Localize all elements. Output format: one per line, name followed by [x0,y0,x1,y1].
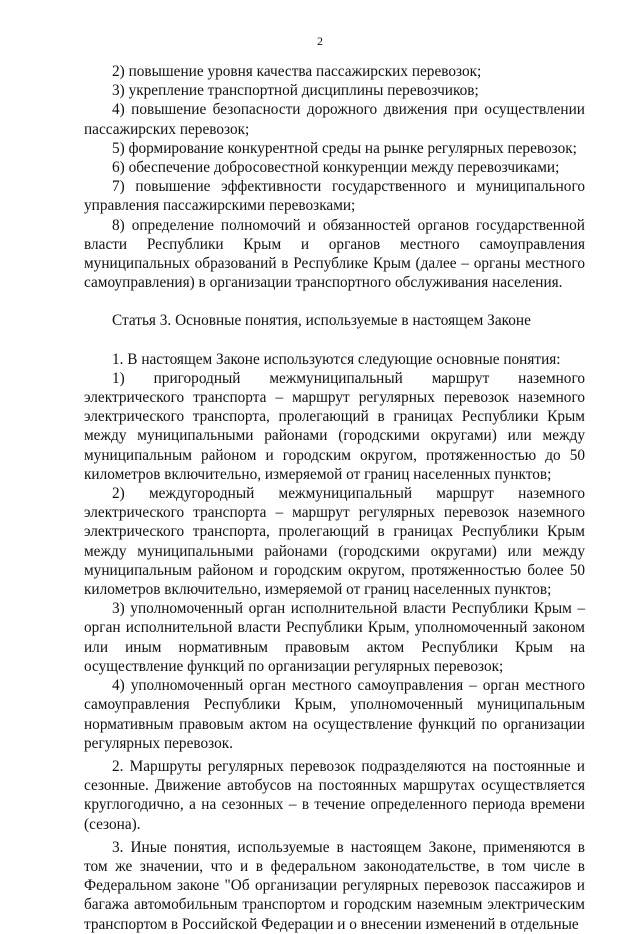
page-number: 2 [317,34,323,48]
article-intro: 1. В настоящем Законе используются следующие основные понятия: [112,350,561,368]
definition-3: 3) уполномоченный орган исполнительной власти Республики Крым – орган исполнительной власти Республики Крым, уполномоченный законом или иным нормативным правовым актом Республики Крым на осуществление функций по организации регулярных перевозок; [84,600,585,675]
list-item-goal-8: 8) определение полномочий и обязанностей органов государственной власти Республики Крым и органов местного самоуправления муниципальных образований в Республике Крым (далее – органы местного самоуправления) в организации транспортного обслуживания населения. [84,216,585,292]
definition-2: 2) междугородный межмуниципальный маршрут наземного электрического транспорта – маршрут регулярных перевозок наземного электрического транспорта, пролегающий в границах Республики Крым между муниципальными районами (городскими округами) или между муниципальным районом и городским округом, протяженностью более 50 километров включительно, измеряемой от границ населенных пунктов; [84,485,585,599]
article-point-3: 3. Иные понятия, используемые в настоящем Законе, применяются в том же значении, что и в федеральном законодательстве, в том числе в Федеральном законе "Об организации регулярных перевозок пассажиров и багажа автомобильным транспортом и городским наземным электрическим транспортом в Российской Федерации и о внесении изменений в отдельные [84,838,585,933]
list-item-goal-5: 5) формирование конкурентной среды на рынке регулярных перевозок; [112,139,577,157]
list-item-goal-2: 2) повышение уровня качества пассажирских перевозок; [112,63,482,80]
list-item-goal-6: 6) обеспечение добросовестной конкуренции между перевозчиками; [112,159,560,177]
article-point-2: 2. Маршруты регулярных перевозок подразделяются на постоянные и сезонные. Движение автобусов на постоянных маршрутах осуществляется круглогодично, а на сезонных – в течение определенного периода времени (сезона). [84,757,585,833]
list-item-goal-4: 4) повышение безопасности дорожного движения при осуществлении пассажирских перевозок; [84,101,585,138]
definition-4: 4) уполномоченный орган местного самоуправления – орган местного самоуправления Республики Крым, уполномоченный муниципальным нормативным правовым актом на осуществление функций по организации регулярных перевозок. [84,677,585,752]
article-heading: Статья 3. Основные понятия, используемые в настоящем Законе [112,312,531,330]
list-item-goal-7: 7) повышение эффективности государственного и муниципального управления пассажирскими перевозками; [84,178,585,215]
document-body [84,62,585,934]
list-item-goal-3: 3) укрепление транспортной дисциплины перевозчиков; [112,82,479,100]
definition-1: 1) пригородный межмуниципальный маршрут наземного электрического транспорта – маршрут регулярных перевозок наземного электрического транспорта, пролегающий в границах Республики Крым между муниципальными районами (городскими округами) или между муниципальным районом и городским округом, протяженностью до 50 километров включительно, измеряемой от границ населенных пунктов; [84,369,585,483]
